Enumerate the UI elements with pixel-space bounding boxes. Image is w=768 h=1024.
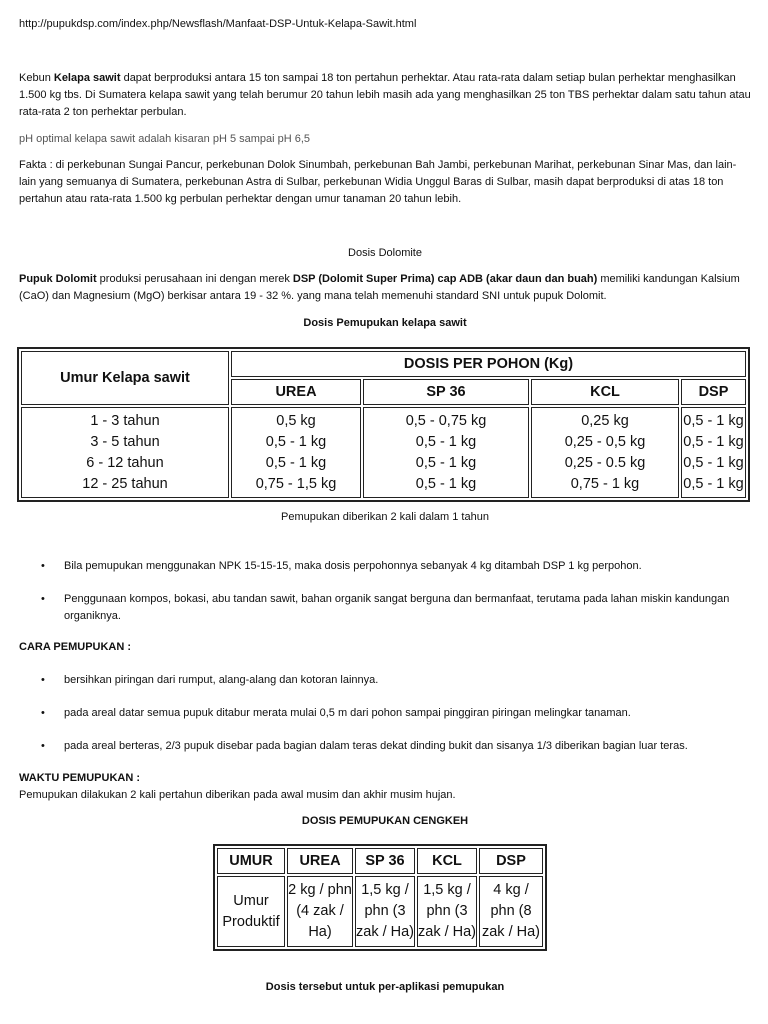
col-header-age: Umur Kelapa sawit [21, 351, 229, 405]
col-header-urea: UREA [231, 379, 361, 405]
list-item: • Bila pemupukan menggunakan NPK 15-15-15, maka dosis perpohonnya sebanyak 4 kg ditambah DSP 1 kg perpohon. [19, 558, 751, 575]
col-header-dsp: DSP [681, 379, 746, 405]
kcl-cell: 0,25 kg 0,25 - 0,5 kg 0,25 - 0.5 kg 0,75 - 1 kg [531, 407, 679, 498]
dsp-cell: 0,5 - 1 kg 0,5 - 1 kg 0,5 - 1 kg 0,5 - 1 kg [681, 407, 746, 498]
urea-cell: 2 kg / phn (4 zak / Ha) [287, 876, 353, 947]
list-item: • bersihkan piringan dari rumput, alang-alang dan kotoran lainnya. [19, 672, 751, 689]
col-header-sp36: SP 36 [355, 848, 415, 874]
age-cell: 1 - 3 tahun 3 - 5 tahun 6 - 12 tahun 12 - 25 tahun [21, 407, 229, 498]
list-item: • pada areal berteras, 2/3 pupuk disebar pada bagian dalam teras dekat dinding bukit dan sisanya 1/3 diberikan bagian luar teras. [19, 738, 751, 755]
sp36-cell: 0,5 - 0,75 kg 0,5 - 1 kg 0,5 - 1 kg 0,5 - 1 kg [363, 407, 529, 498]
col-header-sp36: SP 36 [363, 379, 529, 405]
list-item: • Penggunaan kompos, bokasi, abu tandan sawit, bahan organik sangat berguna dan bermanfaat, terutama pada lahan miskin kandungan organiknya. [19, 591, 751, 625]
dosis-kelapa-sawit-table [17, 347, 750, 502]
col-header-kcl: KCL [417, 848, 477, 874]
intro-paragraph: Kebun Kelapa sawit dapat berproduksi antara 15 ton sampai 18 ton pertahun perhektar. Atau rata-rata dalam setiap bulan perhektar menghasilkan 1.500 kg tbs. Di Sumatera kelapa sawit yang telah berumur 20 tahun lebih masih ada yang menghasilkan 25 ton TBS perhektar dalam satu tahun atau rata-rata 2 ton perhektar perbulan. [19, 72, 751, 118]
dsp-cell: 4 kg / phn (8 zak / Ha) [479, 876, 543, 947]
age-cell: Umur Produktif [217, 876, 285, 947]
kcl-cell: 1,5 kg / phn (3 zak / Ha) [417, 876, 477, 947]
fakta-paragraph: Fakta : di perkebunan Sungai Pancur, perkebunan Dolok Sinumbah, perkebunan Bah Jambi, perkebunan Marihat, perkebunan Sinar Mas, dan lain-lain yang semuanya di Sumatera, perkebunan Astra di Sulbar, perkebunan Widia Unggul Baras di Sulbar, masih dapat berproduksi di atas 18 ton pertahun atau rata-rata 1.500 kg perbulan perhektar dengan umur tanaman 20 tahun lebih. [19, 159, 737, 205]
sp36-cell: 1,5 kg / phn (3 zak / Ha) [355, 876, 415, 947]
table2-note: Dosis tersebut untuk per-aplikasi pemupukan [265, 981, 505, 993]
page-url[interactable]: http://pupukdsp.com/index.php/Newsflash/Manfaat-DSP-Untuk-Kelapa-Sawit.html [19, 18, 417, 30]
npk-bullet-list [19, 558, 751, 625]
col-header-umur: UMUR [217, 848, 285, 874]
cara-bullet-list [19, 672, 751, 755]
waktu-section: WAKTU PEMUPUKAN : Pemupukan dilakukan 2 kali pertahun diberikan pada awal musim dan akhir musim hujan. [19, 772, 456, 801]
cara-heading: CARA PEMUPUKAN : [19, 641, 132, 653]
dosis-cengkeh-table [213, 844, 547, 951]
col-header-dsp: DSP [479, 848, 543, 874]
col-header-dose: DOSIS PER POHON (Kg) [231, 351, 746, 377]
dolomit-paragraph: Pupuk Dolomit produksi perusahaan ini dengan merek DSP (Dolomit Super Prima) cap ADB (akar daun dan buah) memiliki kandungan Kalsium (CaO) dan Magnesium (MgO) berkisar antara 19 - 32 %. yang mana telah memenuhi standard SNI untuk pupuk Dolomit. [19, 273, 740, 302]
dosis-dolomite-heading: Dosis Dolomite [348, 247, 422, 259]
table1-note: Pemupukan diberikan 2 kali dalam 1 tahun [281, 511, 489, 523]
col-header-kcl: KCL [531, 379, 679, 405]
list-item: • pada areal datar semua pupuk ditabur merata mulai 0,5 m dari pohon sampai pinggiran piringan melingkar tanaman. [19, 705, 751, 722]
table2-title: DOSIS PEMUPUKAN CENGKEH [301, 815, 469, 827]
ph-paragraph: pH optimal kelapa sawit adalah kisaran pH 5 sampai pH 6,5 [19, 133, 311, 145]
col-header-urea: UREA [287, 848, 353, 874]
urea-cell: 0,5 kg 0,5 - 1 kg 0,5 - 1 kg 0,75 - 1,5 kg [231, 407, 361, 498]
table1-title: Dosis Pemupukan kelapa sawit [303, 317, 467, 329]
